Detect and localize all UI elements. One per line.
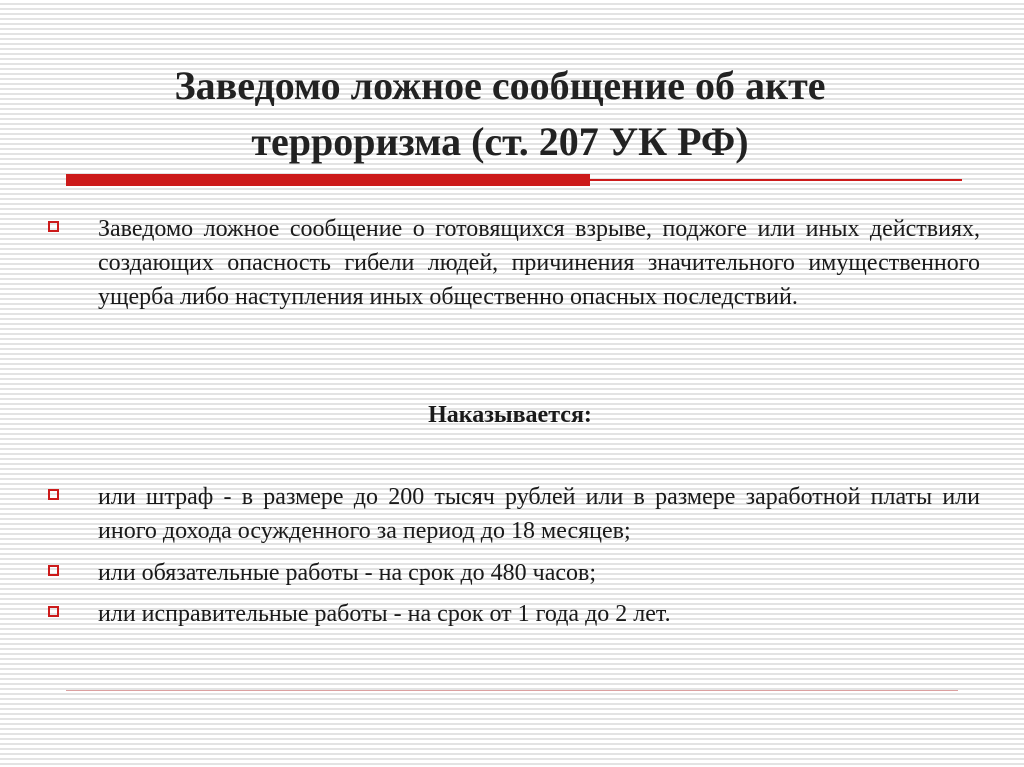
punishment-item-2	[48, 556, 980, 590]
hollow-square-bullet-icon	[48, 489, 59, 500]
punishment-item-1	[48, 480, 980, 548]
punishment-text-3: или исправительные работы - на срок от 1 года до 2 лет.	[98, 601, 671, 627]
punishment-text-1: или штраф - в размере до 200 тысяч рублей или в размере заработной платы или иного дохода осужденного за период до 18 месяцев;	[98, 484, 980, 544]
slide-title	[60, 58, 940, 170]
hollow-square-bullet-icon	[48, 606, 59, 617]
hollow-square-bullet-icon	[48, 565, 59, 576]
slide-title-line-1: Заведомо ложное сообщение об акте	[174, 63, 826, 108]
title-underline-thick	[66, 174, 590, 186]
punishment-item-3	[48, 597, 980, 631]
definition-item	[48, 212, 980, 314]
definition-text: Заведомо ложное сообщение о готовящихся взрыве, поджоге или иных действиях, создающих опасность гибели людей, причинения значительного имущественного ущерба либо наступления иных общественно опасных последствий.	[98, 216, 980, 310]
punishment-text-2: или обязательные работы - на срок до 480 часов;	[98, 560, 597, 586]
slide-title-line-2: терроризма (ст. 207 УК РФ)	[251, 119, 749, 164]
footer-divider	[66, 690, 958, 691]
punishment-heading: Наказывается:	[428, 402, 592, 428]
hollow-square-bullet-icon	[48, 221, 59, 232]
title-underline	[66, 174, 962, 186]
title-underline-thin	[590, 179, 962, 181]
